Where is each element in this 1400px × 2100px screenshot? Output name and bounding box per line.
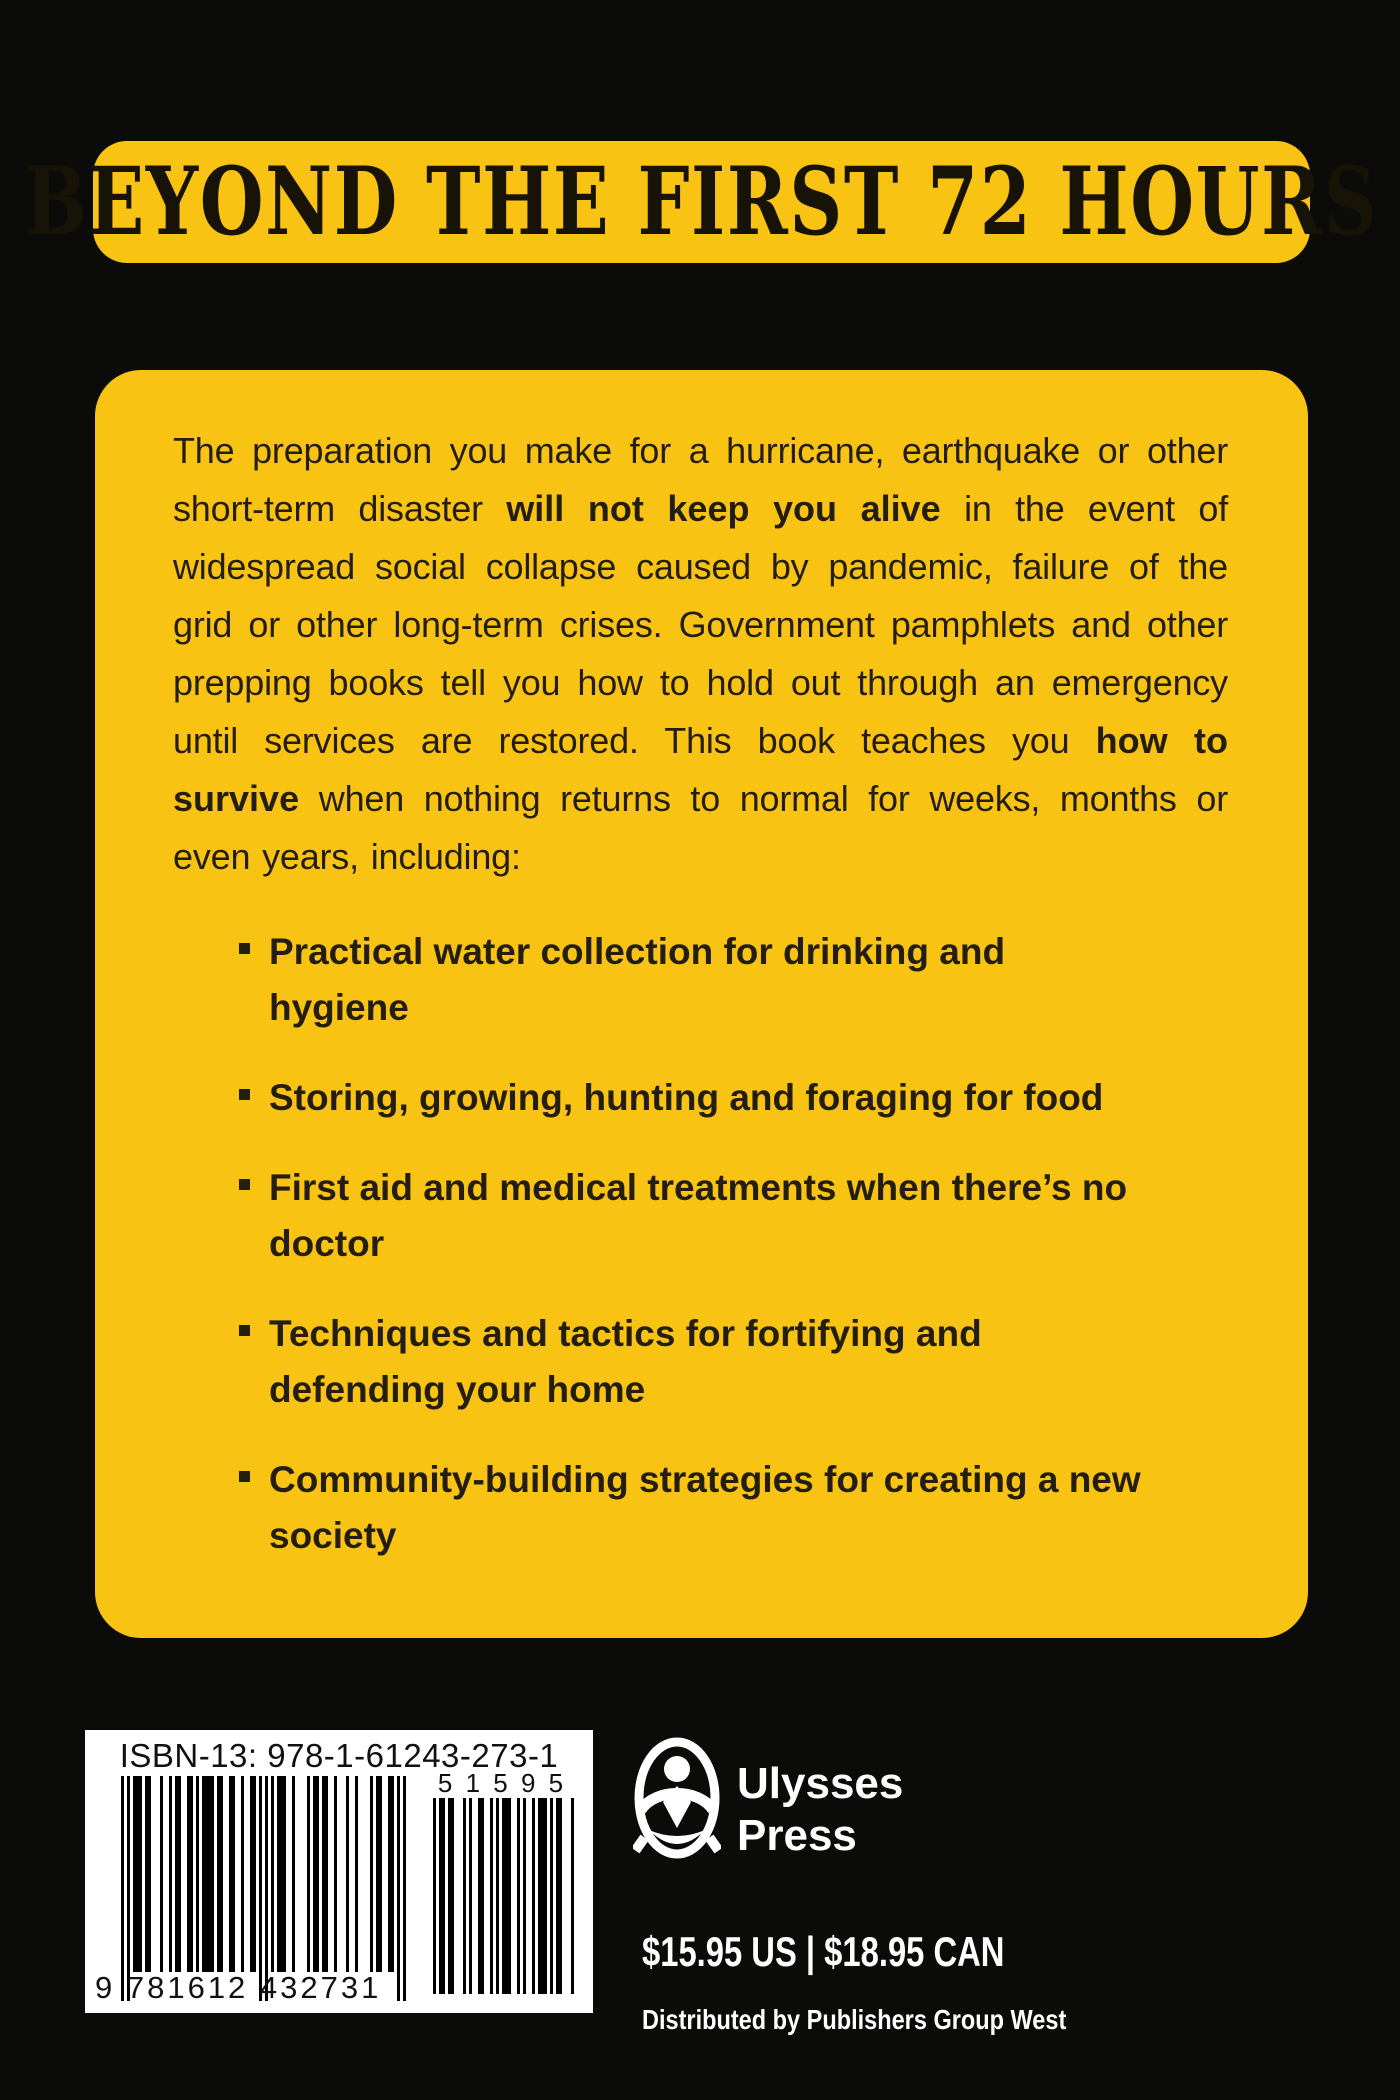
barcode-box — [85, 1730, 593, 2013]
feature-item: Practical water collection for drinking and hygiene — [239, 924, 1149, 1036]
feature-item: First aid and medical treatments when there’s no doctor — [239, 1160, 1149, 1272]
supplement-digits: 5 1 5 9 5 — [437, 1768, 567, 1798]
publisher-name-line1: Ulysses — [737, 1759, 904, 1808]
publisher-name-line2: Press — [737, 1811, 857, 1860]
feature-item: Community-building strategies for creating a new society — [239, 1452, 1149, 1564]
feature-item: Techniques and tactics for fortifying and defending your home — [239, 1306, 1149, 1418]
paragraph-bold-segment: how to survive — [173, 720, 1228, 819]
paragraph-segment: when nothing returns to normal for weeks, months or even years, including: — [173, 778, 1228, 877]
supplement-barcode — [430, 1798, 574, 1994]
feature-item: Storing, growing, hunting and foraging for food — [239, 1070, 1149, 1126]
feature-list — [239, 924, 1149, 1564]
barcode-bar — [571, 1798, 574, 1994]
banner-title: BEYOND THE FIRST 72 HOURS — [24, 147, 1379, 257]
description-panel — [95, 370, 1308, 1638]
paragraph-segment: The preparation you make for a hurricane, earthquake or other short-term disaster — [173, 430, 1228, 529]
price-text: $15.95 US | $18.95 CAN — [642, 1928, 1005, 1975]
ulysses-press-rower-logo-icon — [633, 1736, 721, 1860]
ean13-digits: 9 781612 432731 — [95, 1970, 382, 2005]
paragraph-bold-segment: will not keep you alive — [506, 488, 941, 529]
description-paragraph — [173, 422, 1228, 886]
title-banner — [24, 141, 1379, 263]
ean13-barcode — [121, 1776, 406, 2001]
distributor-text: Distributed by Publishers Group West — [642, 2004, 1067, 2035]
barcode-bar — [403, 1776, 406, 2001]
isbn-label: ISBN-13: 978-1-61243-273-1 — [119, 1737, 559, 1774]
publisher-name — [737, 1758, 903, 1862]
paragraph-segment: in the event of widespread social collapse caused by pandemic, failure of the grid or other long-term crises. Government pamphlets and other prepping books tell you how to hold out through an emergency until services are restored. This book teaches you — [173, 488, 1228, 761]
